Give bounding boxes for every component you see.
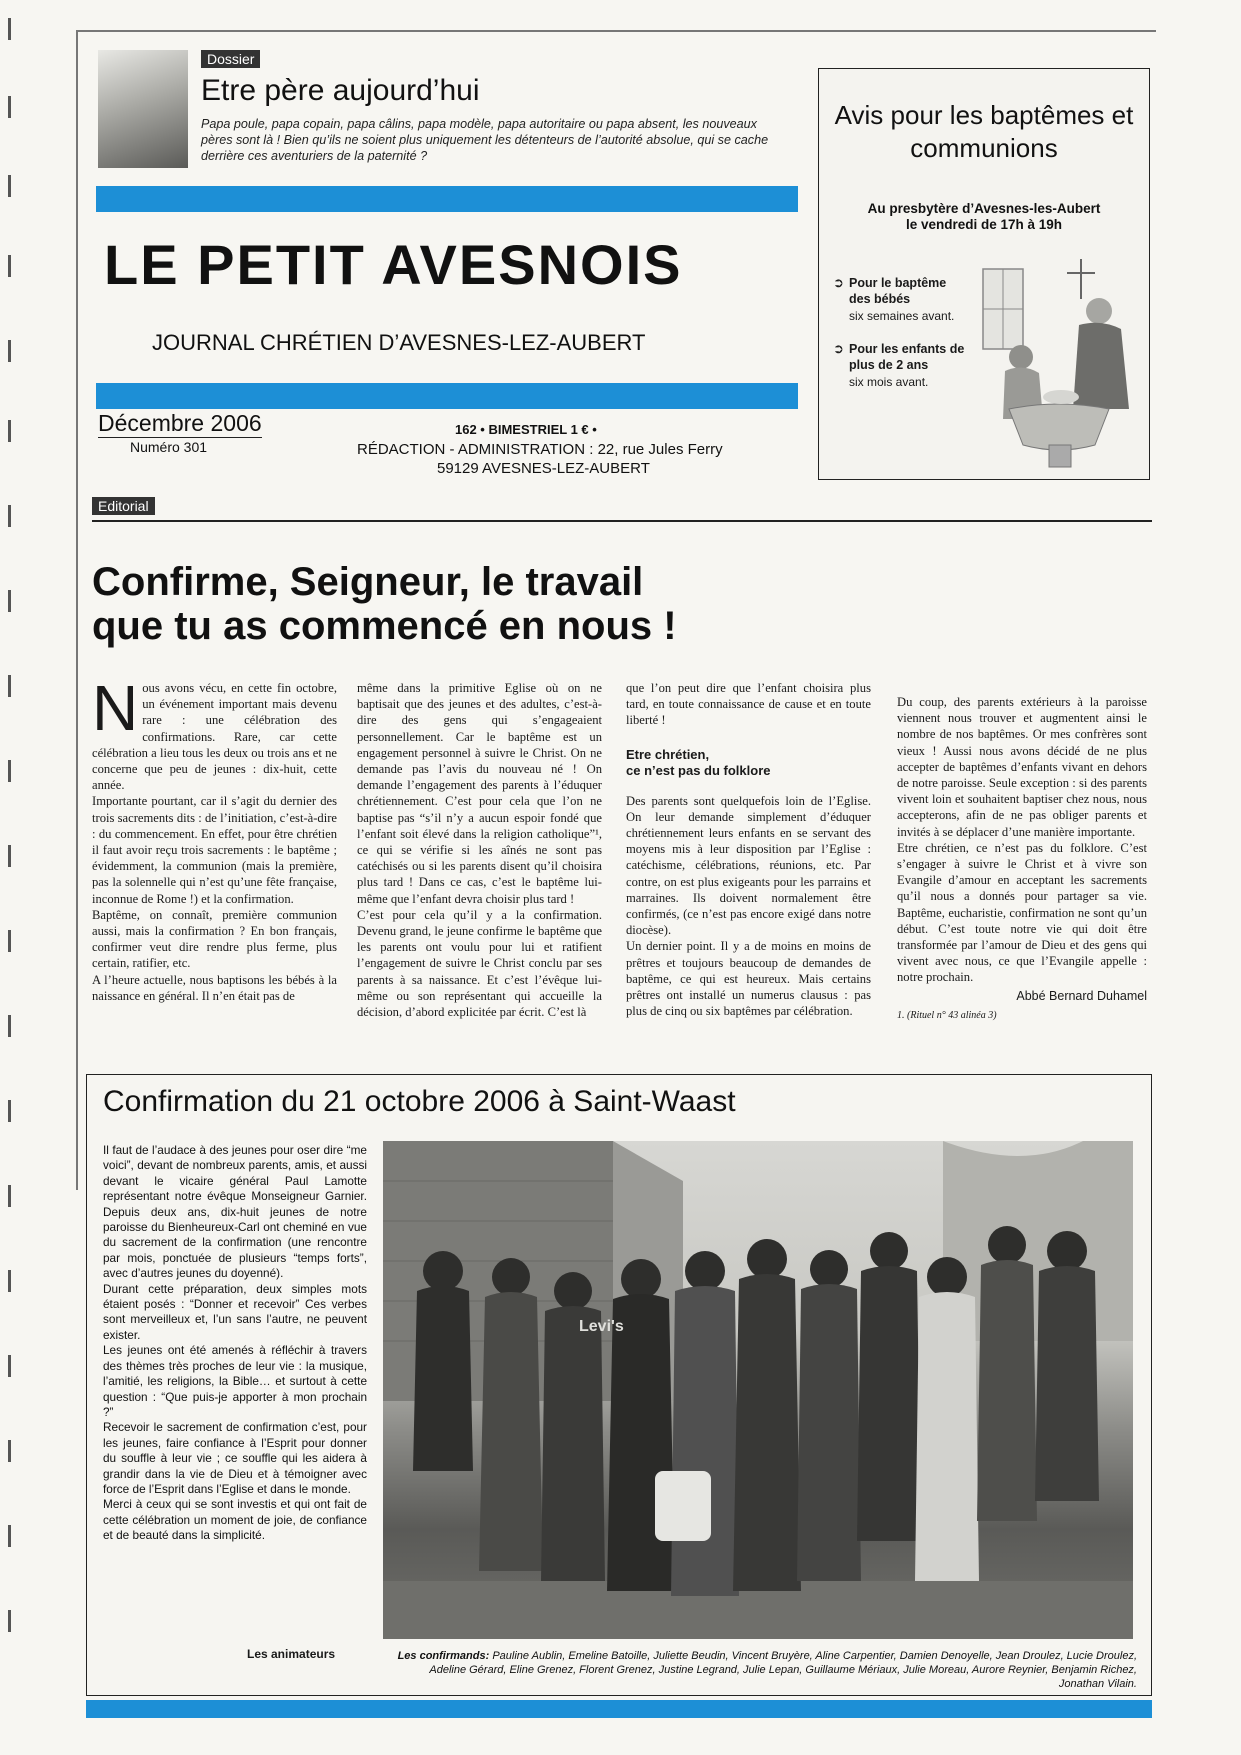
editorial-paragraph: A l’heure actuelle, nous baptisons les bébés à la naissance en général. Il n’en était pas de [92, 972, 337, 1003]
binder-mark [8, 1015, 11, 1037]
binder-mark [8, 420, 11, 442]
editorial-signature: Abbé Bernard Duhamel [1016, 988, 1147, 1003]
editorial-paragraph: Des parents sont quelquefois loin de l’Eglise. On leur demande simplement d’éduquer chrétiennement leurs enfants en se servant des moyens mis à leur disposition par l’Eglise : catéchisme, célébrations, réunions, etc. Par contre, on est plus exigeants pour les parrains et marraines. Ils doivent normalement être confirmés, (ce n’est pas encore exigé dans notre diocèse). [626, 793, 871, 938]
binder-mark [8, 96, 11, 118]
editorial-headline-2: que tu as commencé en nous ! [92, 604, 677, 648]
bottom-blue-bar [96, 383, 798, 409]
editorial-subheading [626, 747, 871, 779]
binder-mark [8, 1270, 11, 1292]
photo-caption [387, 1649, 1137, 1691]
caption-names: Pauline Aublin, Emeline Batoille, Juliette Beudin, Vincent Bruyère, Aline Carpentier, Damien Denoyelle, Jean Droulez, Lucie Droulez, Adeline Gérard, Eline Grenez, Florent Grenez, Justine Legrand, Julie Lepan, Guillaume Mériaux, Julie Moreau, Aurore Reynier, Benjamin Richez, Jonathan Vilain. [429, 1650, 1137, 1690]
subheading-line: ce n’est pas du folklore [626, 762, 771, 778]
binder-mark [8, 1610, 11, 1632]
binder-mark [8, 340, 11, 362]
binder-mark [8, 1440, 11, 1462]
dossier-tag: Dossier [201, 50, 260, 69]
newspaper-subtitle: JOURNAL CHRÉTIEN D’AVESNES-LEZ-AUBERT [152, 330, 646, 355]
editorial-paragraph: Etre chrétien, ce n’est pas du folklore. C’est s’engager à suivre le Christ et à vivre son Evangile d’amour en acceptant les sacrements qu’il nous a donnés pour partager sa vie. Baptême, eucharistie, confirmation ne sont qu’un début. C’est toute notre vie qui doit être transformée par l’amour de Dieu et des gens qui vivent avec nous, ce que l’Evangile appelle : notre prochain. [897, 840, 1147, 985]
avis-item-2: Pour les enfants de plus de 2 ans [849, 342, 965, 372]
subheading-line: Etre chrétien, [626, 746, 710, 762]
newspaper-title: LE PETIT AVESNOIS [104, 233, 683, 296]
arrow-icon: ➲ [833, 341, 844, 356]
group-photo-figures [383, 1141, 1133, 1639]
confirmation-paragraph: Merci à ceux qui se sont investis et qui ont fait de cette célébration un moment de joie, de confiance et de beauté dans la simplicité. [103, 1497, 367, 1543]
avis-title: Avis pour les baptêmes et communions [834, 100, 1134, 163]
binder-mark [8, 590, 11, 612]
editorial-paragraph: que l’on peut dire que l’enfant choisira plus tard, en toute connaissance de cause et en toute liberté ! [626, 681, 871, 728]
binder-mark [8, 1525, 11, 1547]
editorial-paragraph: même dans la primitive Eglise où on ne baptisait que des jeunes et des adultes, c’est-à-dire des gens qui s’engageaient personnellement. Car le baptême est un engagement personnel à suivre le Christ. On ne demande pas l’avis du nouveau né ! On demande l’engagement des parents à l’éduquer chrétiennement. C’est pour cela que l’on ne baptise pas “s’il n’y a aucun espoir fondé que l’enfant soit élevé dans la religion catholique”¹, ce qui se vérifie si les aînés ne sont pas catéchisés ou si les parents disent qu’il choisira plus tard ! Dans ce cas, c’est le baptême lui-même que l’enfant devra choisir plus tard ! [357, 681, 602, 906]
editorial-column-3 [626, 680, 871, 1019]
editorial-paragraph: Du coup, des parents extérieurs à la paroisse viennent nous trouver et augmentent ainsi le nombre de nos baptêmes. Or mes confrères sont vieux ! Aussi nous avons décidé de ne plus accepter de baptêmes d’enfants vivant en dehors de notre paroisse. Seule exception : si des parents vivent loin et souhaitent baptiser chez nous, nous accepterons, afin de ne pas obliger parents et invités à se déplacer d’une manière importante. [897, 695, 1147, 839]
arrow-icon: ➲ [833, 275, 844, 290]
avis-item-1: Pour le baptême des bébés [849, 276, 947, 306]
issue-date: Décembre 2006 [98, 410, 262, 436]
editorial-headline-1: Confirme, Seigneur, le travail [92, 560, 644, 604]
dossier-text: Papa poule, papa copain, papa câlins, papa modèle, papa autoritaire ou papa absent, les nouveaux pères sont là ! Bien qu’ils ne soient plus uniquement les détenteurs de l’autorité absolue, qui se cache derrière ces aventuriers de la paternité ? [201, 117, 769, 163]
issue-number: Numéro 301 [130, 439, 208, 455]
dossier-photo [98, 50, 188, 168]
address-line-1: RÉDACTION - ADMINISTRATION : 22, rue Jules Ferry [357, 441, 723, 458]
binder-mark [8, 675, 11, 697]
caption-label: Les confirmands: [397, 1650, 490, 1662]
confirmation-paragraph: Durant cette préparation, deux simples mots étaient posés : “Donner et recevoir” Ces verbes sont merveilleux et, l’un sans l’autre, ne peuvent exister. [103, 1281, 367, 1342]
binder-mark [8, 1185, 11, 1207]
issue-price: 162 • BIMESTRIEL 1 € • [455, 422, 597, 437]
editorial-footnote: 1. (Rituel n° 43 alinéa 3) [897, 1009, 997, 1021]
top-blue-bar [96, 186, 798, 212]
confirmation-signature: Les animateurs [247, 1647, 336, 1661]
drop-cap: N [92, 672, 139, 744]
binder-mark [8, 760, 11, 782]
binder-mark [8, 930, 11, 952]
binder-mark [8, 1100, 11, 1122]
editorial-paragraph: Importante pourtant, car il s’agit du dernier des trois sacrements dits : de l’initiation, c’est-à-dire : du commencement. En effet, pour être chrétien il faut avoir reçu trois sacrements : le baptême ; évidemment, la communion (mais la première, pas la solennelle qui n’est qu’une fête française, inconnue de Rome !) et la confirmation. [92, 794, 337, 906]
address-line-2: 59129 AVESNES-LEZ-AUBERT [437, 460, 650, 477]
shirt-logo: Levi's [579, 1318, 624, 1335]
confirmation-text [103, 1143, 367, 1544]
group-photo [383, 1141, 1133, 1639]
editorial-paragraph: Baptême, on connaît, première communion aussi, mais la confirmation ? En bon français, confirmer veut dire rendre plus ferme, plus certain, ratifier, etc. [92, 907, 337, 971]
page-rule [76, 30, 1156, 32]
confirmation-paragraph: Les jeunes ont été amenés à réfléchir à travers des thèmes très proches de leur vie : la musique, l’amitié, les religions, la Bible… et surtout à cette question : “Que puis-je apporter à mon prochain ?” [103, 1343, 367, 1419]
editorial-column-2 [357, 680, 602, 1020]
confirmation-title: Confirmation du 21 octobre 2006 à Saint-Waast [103, 1085, 736, 1118]
binder-mark [8, 505, 11, 527]
editorial-paragraph: Un dernier point. Il y a de moins en moins de prêtres et toujours beaucoup de demandes de baptême, ce qui est heureux. Mais certains prêtres ont installé un numerus clausus : pas plus de cinq ou six baptêmes par célébration. [626, 939, 871, 1019]
confirmation-paragraph: Il faut de l’audace à des jeunes pour oser dire “me voici”, devant de nombreux parents, amis, et aussi devant le vicaire général Paul Lamotte représentant notre évêque Monseigneur Garnier. Depuis deux ans, dix-huit jeunes de notre paroisse du Bienheureux-Carl ont cheminé en vue du sacrement de la confirmation (une rencontre par mois, ponctuée de plusieurs “temps forts”, avec d’autres jeunes du doyenné). [103, 1143, 367, 1281]
binder-mark [8, 845, 11, 867]
avis-place: Au presbytère d’Avesnes-les-Aubert [867, 201, 1101, 216]
avis-box [818, 68, 1150, 480]
binder-mark [8, 255, 11, 277]
binder-mark [8, 18, 11, 40]
footer-blue-bar [86, 1700, 1152, 1718]
baptism-illustration [969, 259, 1141, 471]
confirmation-paragraph: Recevoir le sacrement de confirmation c’est, pour les jeunes, faire confiance à l’Esprit pour donner du souffle à leur vie ; ce souffle qui les aidera à grandir dans la vie de Dieu et à témoigner avec force de l’Esprit dans l’Eglise et dans le monde. [103, 1420, 367, 1496]
confirmation-box [86, 1074, 1152, 1696]
editorial-paragraph: C’est pour cela qu’il y a la confirmation. Devenu grand, le jeune confirme le baptême que les parents ont voulu pour lui et ratifient l’engagement de suivre le Christ conclu par ses parents à sa naissance. Et c’est l’évêque lui-même ou son représentant qui accueille la décision, d’abord explicitée par écrit. C’est là [357, 907, 602, 1020]
editorial-column-4 [897, 694, 1147, 1024]
binder-mark [8, 1355, 11, 1377]
avis-item-1-note: six semaines avant. [849, 309, 955, 323]
binder-mark [8, 175, 11, 197]
avis-time: le vendredi de 17h à 19h [905, 217, 1063, 232]
avis-item-2-note: six mois avant. [849, 375, 929, 389]
page-rule [76, 30, 78, 1190]
editorial-paragraph: ous avons vécu, en cette fin octobre, un événement important mais devenu rare : une célébration des confirmations. Rare, car cette célébration a lieu tous les deux ou trois ans et ne concerne que peu de jeunes : dix-huit, cette année. [92, 681, 337, 793]
editorial-rule [92, 520, 1152, 522]
editorial-tag: Editorial [92, 497, 155, 516]
editorial-column-1 [92, 672, 337, 1004]
dossier-title: Etre père aujourd’hui [201, 74, 480, 107]
